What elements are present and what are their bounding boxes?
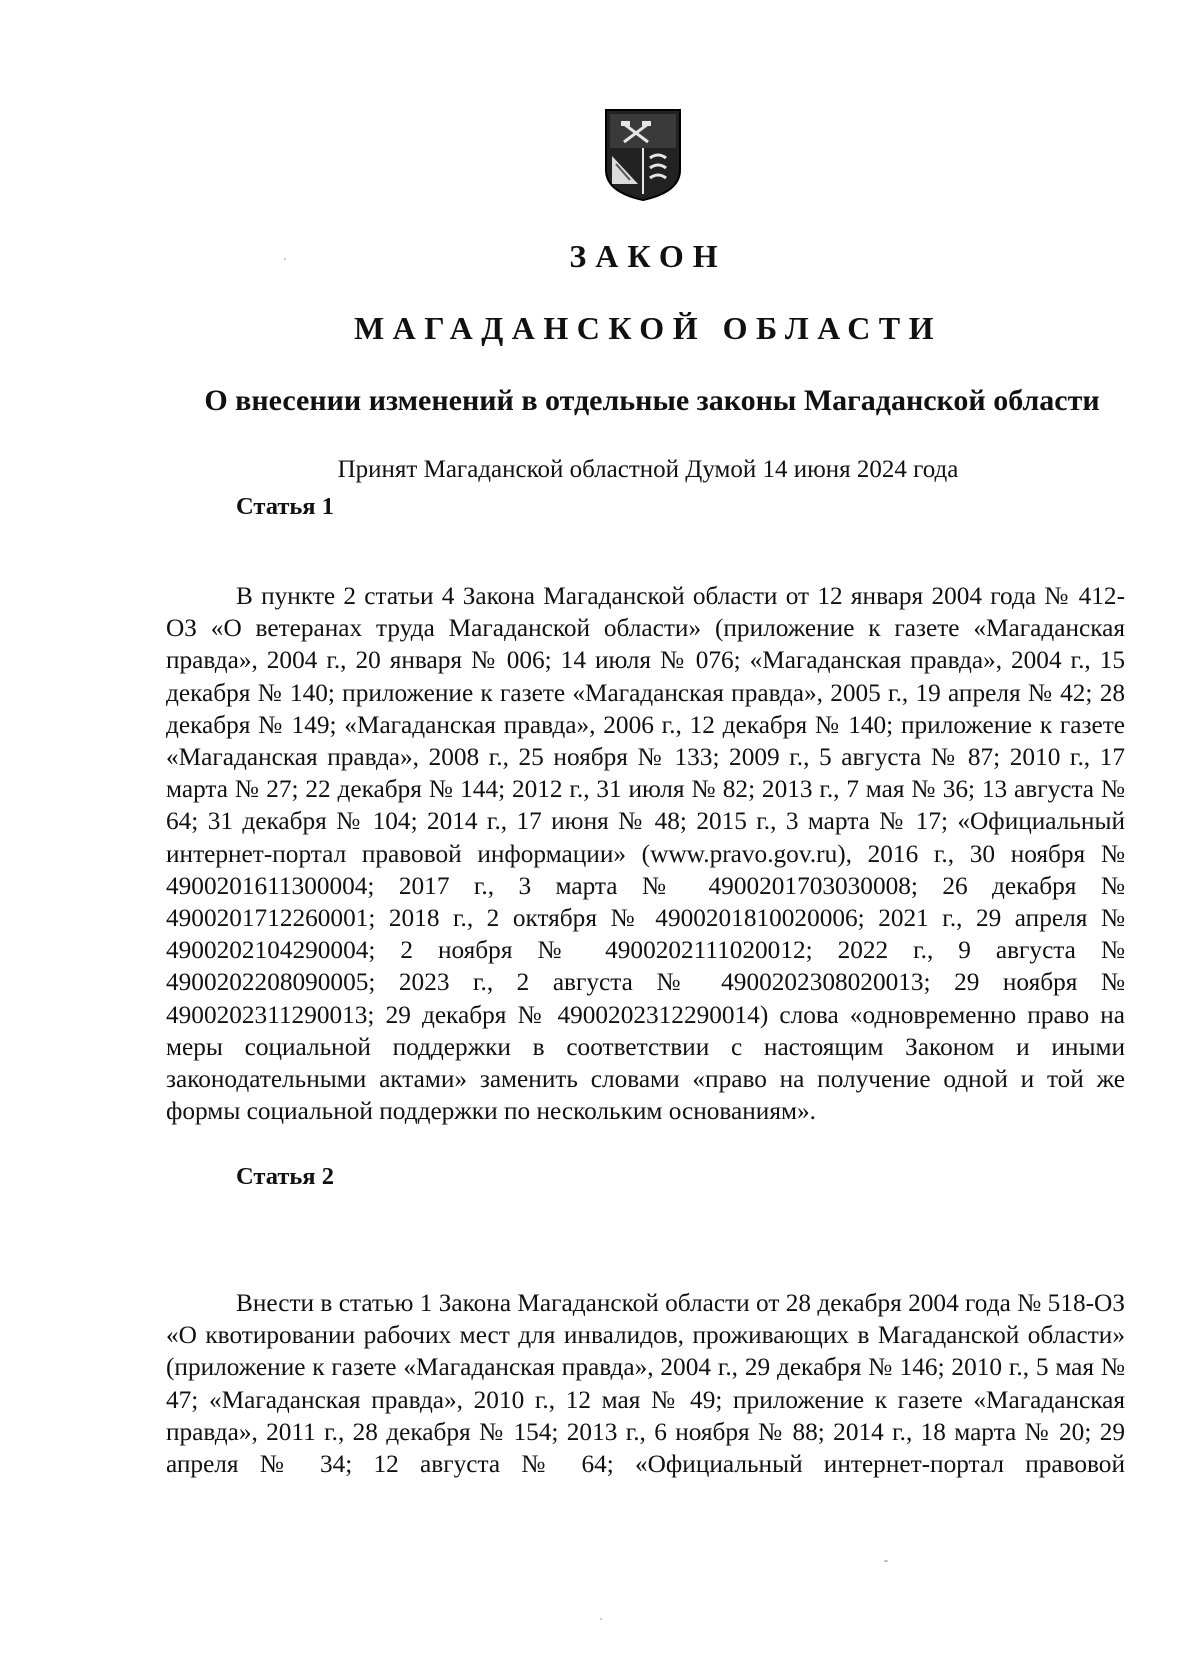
document-region: МАГАДАНСКОЙ ОБЛАСТИ	[353, 310, 943, 346]
article-2-text: Внести в статью 1 Закона Магаданской области от 28 декабря 2004 года № 518-ОЗ «О квотировании рабочих мест для инвалидов, проживающих в Магаданской области» (приложение к газете «Магаданская правда», 2004 г., 29 декабря № 146; 2010 г., 5 мая № 47; «Магаданская правда», 2010 г., 12 мая № 49; приложение к газете «Магаданская правда», 2011 г., 28 декабря № 154; 2013 г., 6 ноября № 88; 2014 г., 18 марта № 20; 29 апреля № 34; 12 августа № 64; «Официальный интернет-портал правовой	[166, 1289, 1125, 1479]
article-2-heading: Статья 2	[236, 1163, 334, 1190]
article-1-text: В пункте 2 статьи 4 Закона Магаданской области от 12 января 2004 года № 412-ОЗ «О ветеранах труда Магаданской области» (приложение к газете «Магаданская правда», 2004 г., 20 января № 006; 14 июля № 076; «Магаданская правда», 2004 г., 15 декабря № 140; приложение к газете «Магаданская правда», 2005 г., 19 апреля № 42; 28 декабря № 149; «Магаданская правда», 2006 г., 12 декабря № 140; приложение к газете «Магаданская правда», 2008 г., 25 ноября № 133; 2009 г., 5 августа № 87; 2010 г., 17 марта № 27; 22 декабря № 144; 2012 г., 31 июля № 82; 2013 г., 7 мая № 36; 13 августа № 64; 31 декабря № 104; 2014 г., 17 июня № 48; 2015 г., 3 марта № 17; «Официальный интернет-портал правовой информации» (www.pravo.gov.ru), 2016 г., 30 ноября № 4900201611300004; 2017 г., 3 марта № 4900201703030008; 26 декабря № 4900201712260001; 2018 г., 2 октября № 4900201810020006; 2021 г., 29 апреля № 4900202104290004; 2 ноября № 4900202111020012; 2022 г., 9 августа № 4900202208090005; 2023 г., 2 августа № 4900202308020013; 29 ноября № 4900202311290013; 29 декабря № 4900202312290014) слова «одновременно право на меры социальной поддержки в соответствии с настоящим Законом и иными законодательными актами» заменить словами «право на получение одной и той же формы социальной поддержки по нескольким основаниям».	[166, 582, 1125, 1126]
adoption-line: Принят Магаданской областной Думой 14 июня 2024 года	[337, 456, 959, 483]
coat-of-arms-emblem	[604, 108, 682, 201]
document-title: ЗАКОН	[569, 238, 727, 274]
document-subject: О внесении изменений в отдельные законы Магаданской области	[204, 384, 1100, 417]
scan-speck	[600, 1618, 602, 1620]
scan-speck	[884, 1560, 888, 1562]
article-1-heading: Статья 1	[236, 493, 334, 520]
scan-speck	[284, 258, 286, 260]
